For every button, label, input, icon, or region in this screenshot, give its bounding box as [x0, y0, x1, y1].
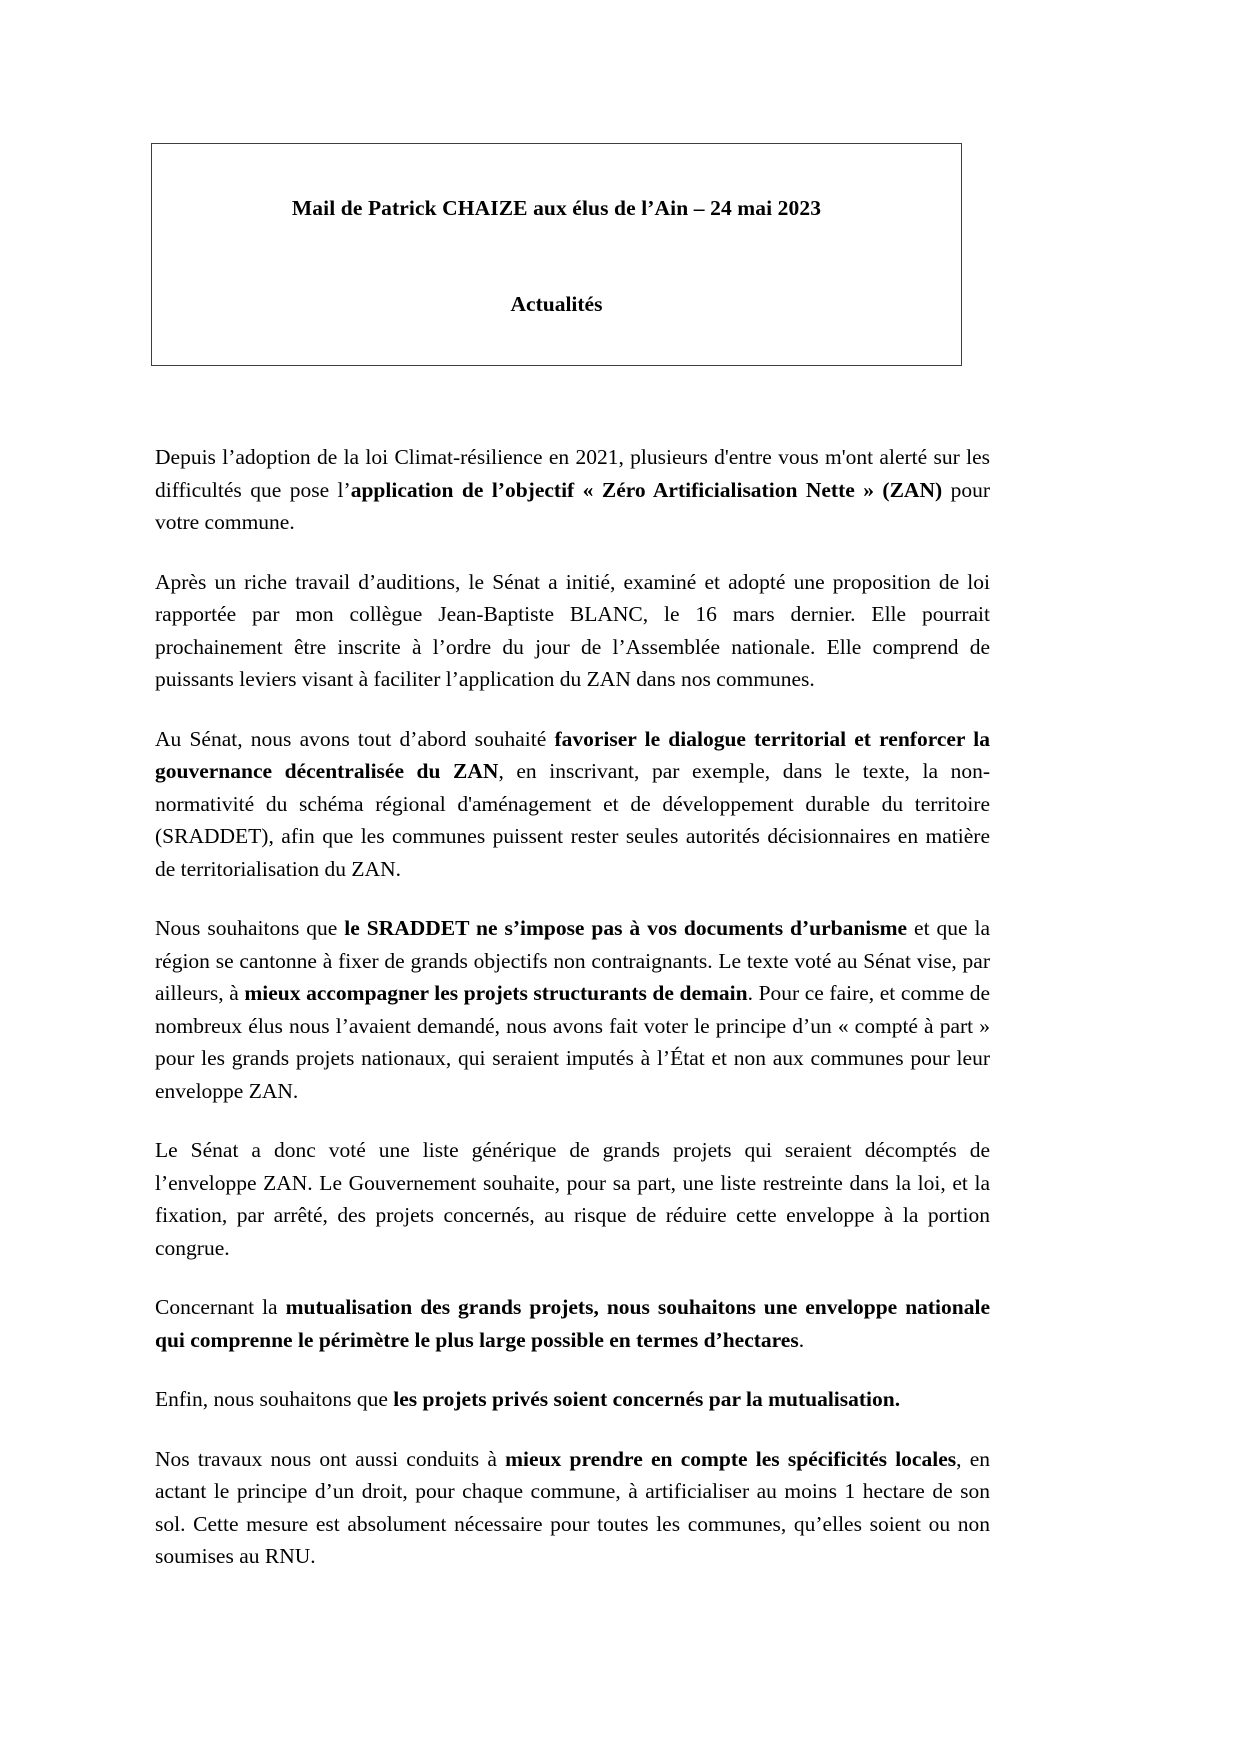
text-run: Le Sénat a donc voté une liste générique de grands projets qui seraient décomptés de l’enveloppe ZAN. Le Gouvernement souhaite, pour sa part, une liste restreinte dans la loi, et la fixation, par arrêté, des projets concernés, au risque de réduire cette enveloppe à la portion congrue.	[155, 1138, 990, 1260]
text-run: Nous souhaitons que	[155, 916, 345, 940]
emphasis-run: application de l’objectif « Zéro Artificialisation Nette » (ZAN)	[350, 477, 943, 502]
emphasis-run: mieux accompagner les projets structurants de demain	[244, 981, 748, 1005]
para-auditions-senat	[155, 566, 990, 696]
text-run: Depuis l’adoption de la loi Climat-résilience en 2021, plusieurs d'entre vous m'ont alerté sur les difficultés que pose l’	[155, 445, 990, 502]
para-dialogue-territorial	[155, 723, 990, 886]
text-run: et que la région se cantonne à fixer de grands objectifs non contraignants. Le texte voté au Sénat vise, par ailleurs, à	[155, 916, 990, 1005]
header-box	[151, 143, 962, 366]
para-liste-generique	[155, 1134, 990, 1264]
text-run: Nos travaux nous ont aussi conduits à	[155, 1446, 506, 1471]
emphasis-run: favoriser le dialogue territorial et renforcer la gouvernance décentralisée du ZAN	[155, 726, 990, 783]
text-run: , en actant le principe d’un droit, pour chaque commune, à artificialiser au moins 1 hectare de son sol. Cette mesure est absolument nécessaire pour toutes les communes, qu’elles soient ou non soumises au RNU.	[155, 1446, 990, 1568]
text-run: Enfin, nous souhaitons que	[155, 1387, 394, 1411]
emphasis-run: mieux prendre en compte les spécificités locales	[505, 1446, 957, 1471]
para-climat-resilience	[155, 441, 990, 539]
text-run: Concernant la	[155, 1295, 286, 1319]
para-sraddet-urbanisme	[155, 912, 990, 1107]
text-run: Après un riche travail d’auditions, le Sénat a initié, examiné et adopté une proposition de loi rapportée par mon collègue Jean-Baptiste BLANC, le 16 mars dernier. Elle pourrait prochainement être inscrite à l’ordre du jour de l’Assemblée nationale. Elle comprend de puissants leviers visant à faciliter l’application du ZAN dans nos communes.	[155, 569, 990, 691]
emphasis-run: les projets privés soient concernés par la mutualisation.	[393, 1387, 901, 1411]
text-run: Au Sénat, nous avons tout d’abord souhaité	[155, 726, 555, 751]
text-run: . Pour ce faire, et comme de nombreux élus nous l’avaient demandé, nous avons fait voter le principe d’un « compté à part » pour les grands projets nationaux, qui seraient imputés à l’État et non aux communes pour leur enveloppe ZAN.	[155, 981, 990, 1103]
para-specificites-locales	[155, 1443, 990, 1573]
header-subtitle: Actualités	[510, 292, 603, 316]
text-run: , en inscrivant, par exemple, dans le texte, la non-normativité du schéma régional d'aménagement et de développement durable du territoire (SRADDET), afin que les communes puissent rester seules autorités décisionnaires en matière de territorialisation du ZAN.	[155, 759, 990, 881]
para-mutualisation	[155, 1291, 990, 1356]
text-run: pour votre commune.	[155, 477, 990, 534]
emphasis-run: le SRADDET ne s’impose pas à vos documents d’urbanisme	[344, 916, 908, 940]
emphasis-run: mutualisation des grands projets, nous souhaitons une enveloppe nationale qui comprenne le périmètre le plus large possible en termes d’hectares	[155, 1295, 991, 1352]
page-title: Mail de Patrick CHAIZE aux élus de l’Ain – 24 mai 2023	[291, 196, 822, 220]
document-body	[155, 441, 990, 1573]
para-projets-prives	[155, 1383, 990, 1416]
text-run: .	[798, 1327, 805, 1352]
